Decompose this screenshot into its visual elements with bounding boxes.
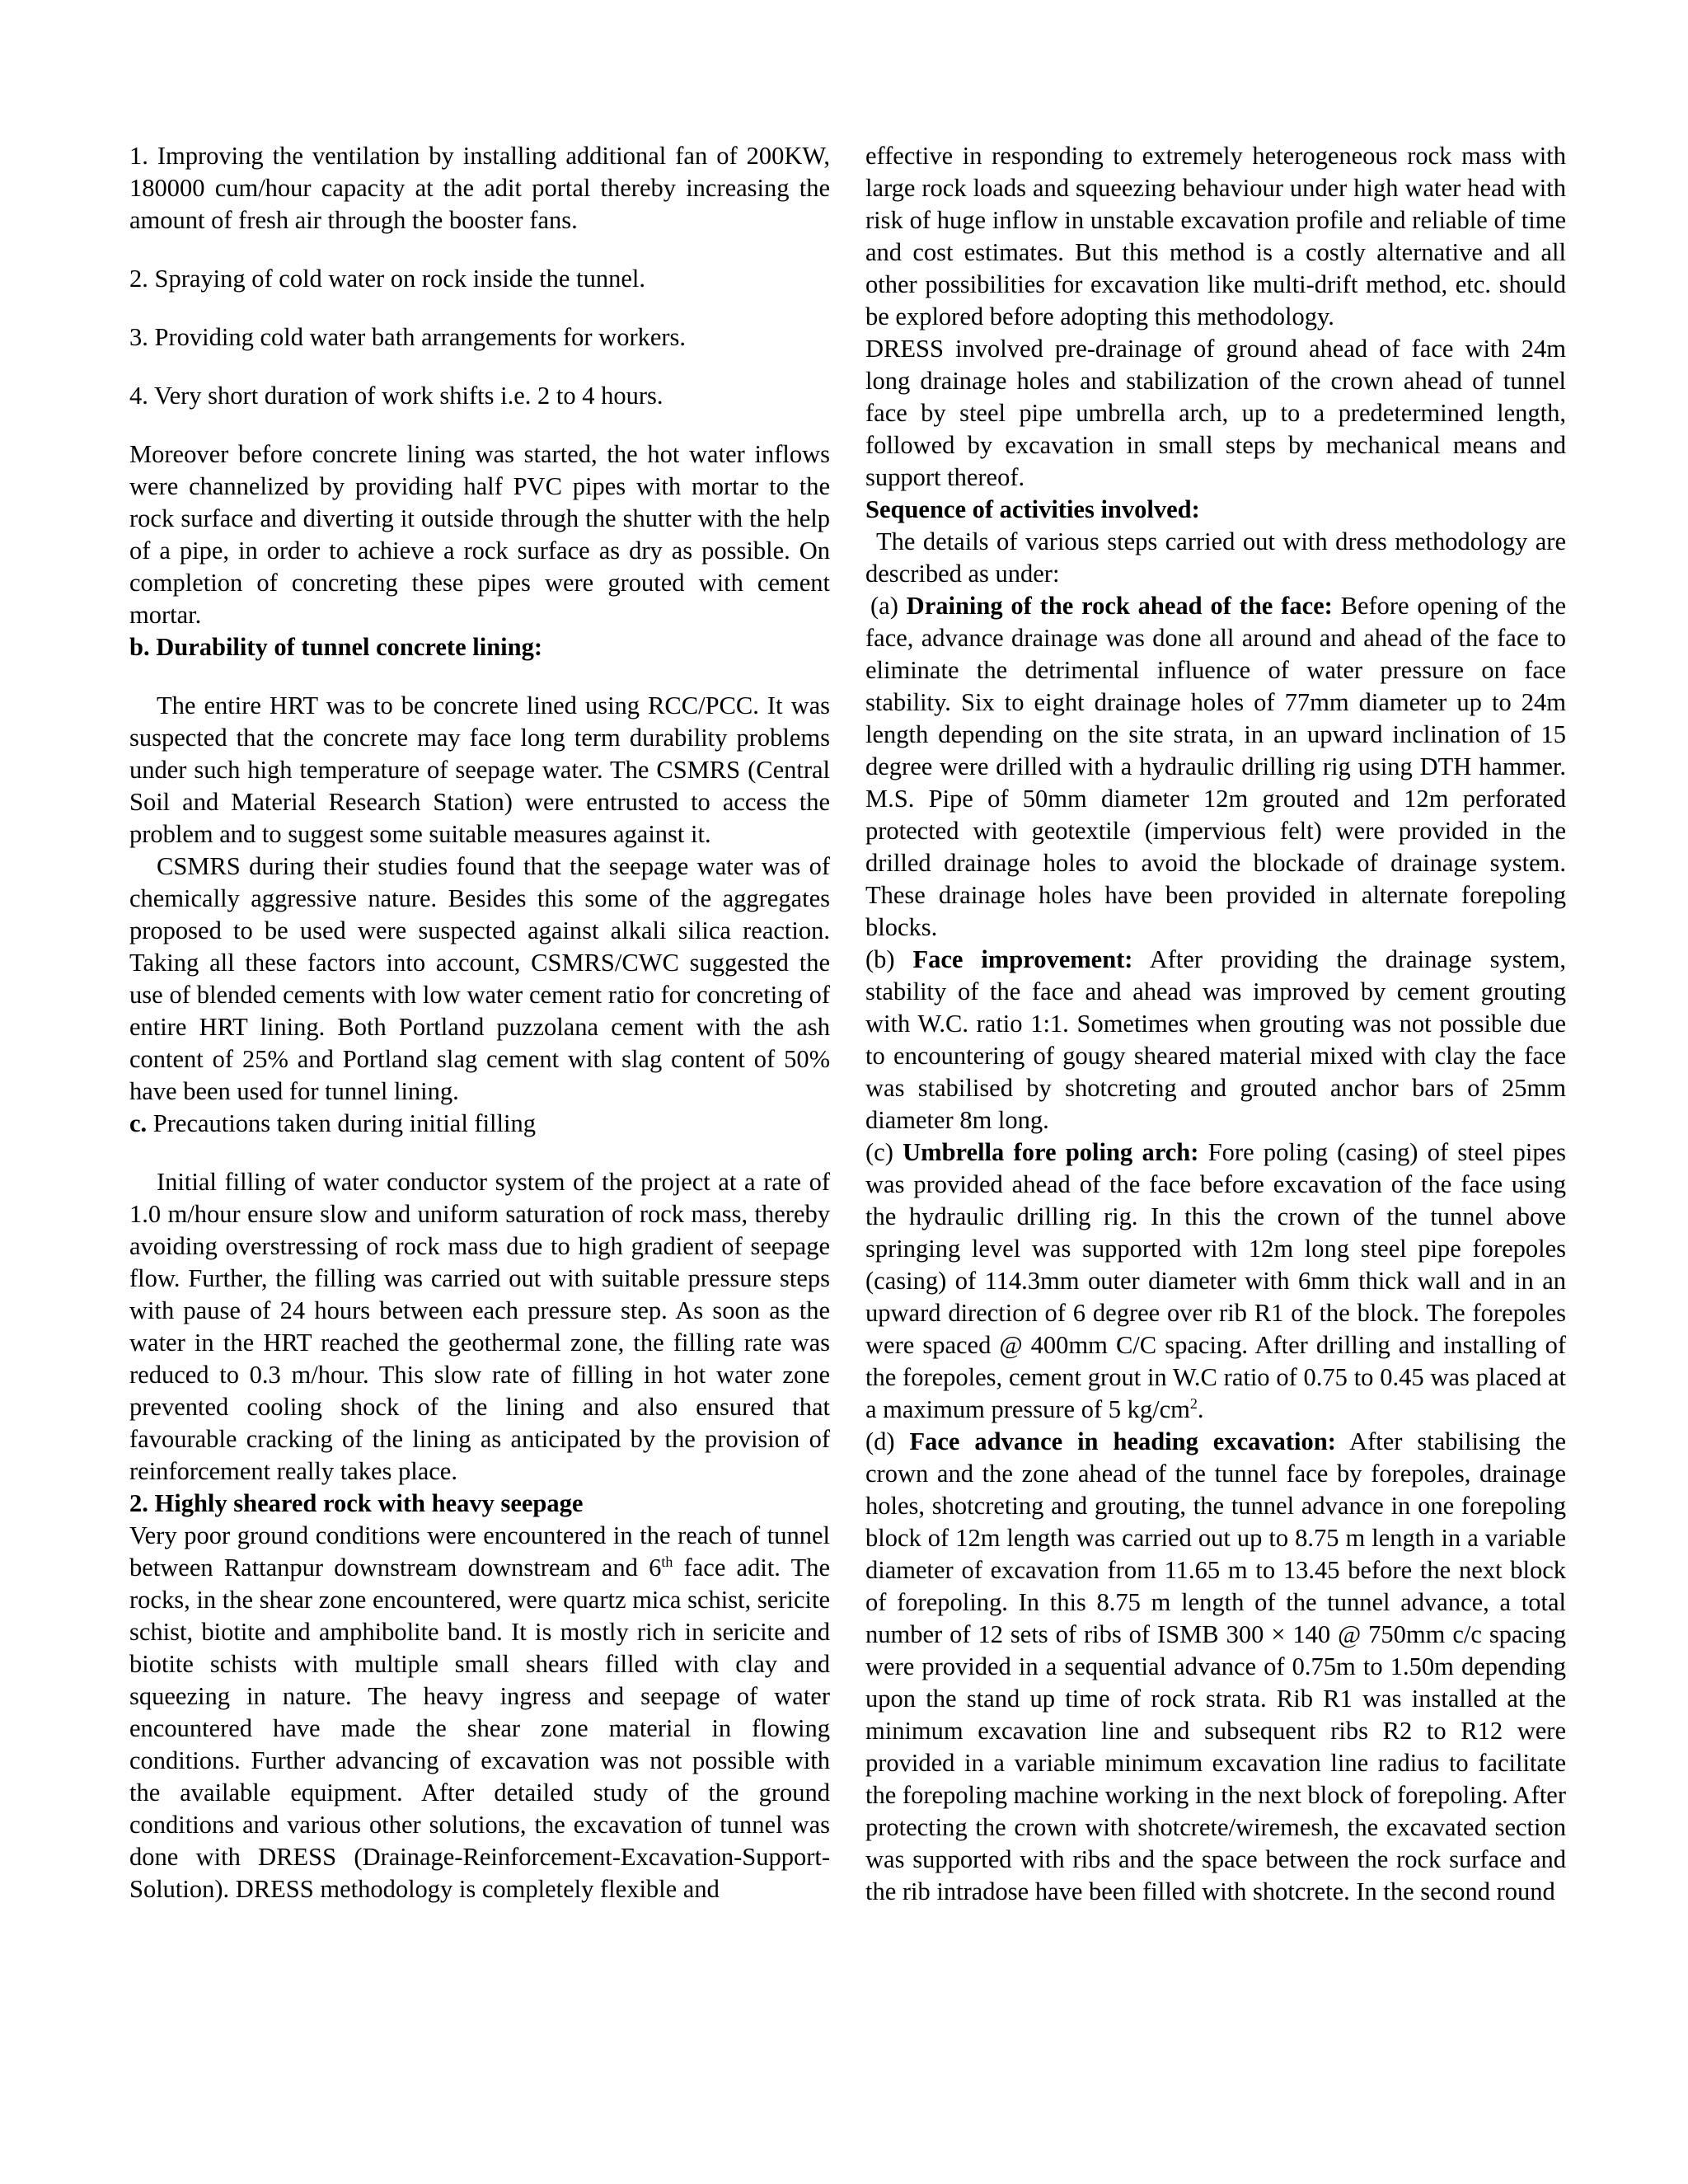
ordinal-superscript: th (661, 1553, 673, 1570)
step-a-title: Draining of the rock ahead of the face: (906, 592, 1333, 620)
unit-superscript: 2 (1189, 1394, 1198, 1412)
sheared-rock-paragraph (129, 1520, 830, 1905)
ventilation-measure-3: 3. Providing cold water bath arrangements for workers. (129, 323, 687, 351)
durability-paragraph-1: The entire HRT was to be concrete lined using RCC/PCC. It was suspected that the concrete may face long term durability problems under such high temperature of seepage water. The CSMRS (Central Soil and Material Research Station) were entrusted to access the problem and to suggest some suitable measures against it. (129, 691, 830, 848)
durability-paragraph-2: CSMRS during their studies found that the seepage water was of chemically aggressive nature. Besides this some of the aggregates proposed to be used were suspected against alkali silica reaction. Taking all these factors into account, CSMRS/CWC suggested the use of blended cements with low water cement ratio for concreting of entire HRT lining. Both Portland puzzolana cement with the ash content of 25% and Portland slag cement with slag content of 50% have been used for tunnel lining. (129, 852, 830, 1105)
ventilation-measure-2: 2. Spraying of cold water on rock inside the tunnel. (129, 265, 645, 293)
ventilation-measure-4: 4. Very short duration of work shifts i.e. 2 to 4 hours. (129, 382, 663, 410)
step-c-title: Umbrella fore poling arch: (903, 1138, 1199, 1166)
sheared-rock-text-b: face adit. The rocks, in the shear zone encountered, were quartz mica schist, sericite schist, biotite and amphibolite band. It is mostly rich in sericite and biotite schists with multiple small shears filled with clay and squeezing in nature. The heavy ingress and seepage of water encountered have made the shear zone material in flowing conditions. Further advancing of excavation was not possible with the available equipment. After detailed study of the ground conditions and various other solutions, the excavation of tunnel was done with DRESS (Drainage-Reinforcement-Excavation-Support-Solution). DRESS methodology is completely flexible and (129, 1554, 830, 1903)
concrete-lining-paragraph: Moreover before concrete lining was started, the hot water inflows were channelized by providing half PVC pipes with mortar to the rock surface and diverting it outside through the shutter with the help of a pipe, in order to achieve a rock surface as dry as possible. On completion of concreting these pipes were grouted with cement mortar. (129, 440, 830, 629)
precautions-heading-label: c. (129, 1109, 148, 1137)
precautions-heading-text: Precautions taken during initial filling (147, 1109, 536, 1137)
step-c-text: Fore poling (casing) of steel pipes was provided ahead of the face before excavation of the face using the hydraulic drilling rig. In this the crown of the tunnel above springing level was supported with 12m long steel pipe forepoles (casing) of 114.3mm outer diameter with 6mm thick wall and in an upward direction of 6 degree over rib R1 of the block. The forepoles were spaced @ 400mm C/C spacing. After drilling and installing of the forepoles, cement grout in W.C ratio of 0.75 to 0.45 was placed at a maximum pressure of 5 kg/cm (865, 1138, 1566, 1423)
step-a-label: (a) (870, 592, 907, 620)
step-d-label: (d) (865, 1427, 910, 1455)
sequence-heading: Sequence of activities involved: (865, 495, 1200, 523)
precautions-heading (129, 1108, 830, 1140)
step-a-text: Before opening of the face, advance drainage was done all around and ahead of the face to eliminate the detrimental influence of water pressure on face stability. Six to eight drainage holes of 77mm diameter up to 24m length depending on the site strata, in an upward inclination of 15 degree were drilled with a hydraulic drilling rig using DTH hammer. M.S. Pipe of 50mm diameter 12m grouted and 12m perforated protected with geotextile (impervious felt) were provided in the drilled drainage holes to avoid the blockade of drainage system. These drainage holes have been provided in alternate forepoling blocks. (865, 592, 1566, 941)
step-b-paragraph (865, 944, 1566, 1137)
step-c-end: . (1197, 1395, 1204, 1423)
step-c-label: (c) (865, 1138, 903, 1166)
sheared-rock-heading: 2. Highly sheared rock with heavy seepage (129, 1489, 584, 1517)
dress-effectiveness-paragraph: effective in responding to extremely heterogeneous rock mass with large rock loads and squeezing behaviour under high water head with risk of huge inflow in unstable excavation profile and reliable of time and cost estimates. But this method is a costly alternative and all other possibilities for excavation like multi-drift method, etc. should be explored before adopting this methodology. (865, 142, 1566, 330)
step-b-title: Face improvement: (912, 945, 1133, 973)
ventilation-measure-1: 1. Improving the ventilation by installing additional fan of 200KW, 180000 cum/hour capacity at the adit portal thereby increasing the amount of fresh air through the booster fans. (129, 142, 830, 234)
step-b-text: After providing the drainage system, stability of the face and ahead was improved by cement grouting with W.C. ratio 1:1. Sometimes when grouting was not possible due to encountering of gougy sheared material mixed with clay the face was stabilised by shotcreting and grouted anchor bars of 25mm diameter 8m long. (865, 945, 1566, 1134)
right-column (865, 140, 1566, 1908)
step-d-title: Face advance in heading excavation: (909, 1427, 1336, 1455)
durability-heading: b. Durability of tunnel concrete lining: (129, 633, 543, 661)
step-a-paragraph (865, 590, 1566, 944)
step-d-paragraph (865, 1426, 1566, 1908)
initial-filling-paragraph: Initial filling of water conductor system of the project at a rate of 1.0 m/hour ensure slow and uniform saturation of rock mass, thereby avoiding overstressing of rock mass due to high gradient of seepage flow. Further, the filling was carried out with suitable pressure steps with pause of 24 hours between each pressure step. As soon as the water in the HRT reached the geothermal zone, the filling rate was reduced to 0.3 m/hour. This slow rate of filling in hot water zone prevented cooling shock of the lining and also ensured that favourable cracking of the lining as anticipated by the provision of reinforcement really takes place. (129, 1168, 830, 1485)
left-column (129, 140, 830, 1905)
sequence-intro-paragraph: The details of various steps carried out with dress methodology are described as under: (865, 527, 1566, 588)
step-b-label: (b) (865, 945, 913, 973)
sheared-rock-text-a: Very poor ground conditions were encountered in the reach of tunnel between Rattanpur downstream downstream and 6 (129, 1521, 830, 1582)
dress-description-paragraph: DRESS involved pre-drainage of ground ahead of face with 24m long drainage holes and stabilization of the crown ahead of tunnel face by steel pipe umbrella arch, up to a predetermined length, followed by excavation in small steps by mechanical means and support thereof. (865, 335, 1566, 491)
step-c-paragraph (865, 1137, 1566, 1426)
step-d-text: After stabilising the crown and the zone ahead of the tunnel face by forepoles, drainage holes, shotcreting and grouting, the tunnel advance in one forepoling block of 12m length was carried out up to 8.75 m length in a variable diameter of excavation from 11.65 m to 13.45 before the next block of forepoling. In this 8.75 m length of the tunnel advance, a total number of 12 sets of ribs of ISMB 300 × 140 @ 750mm c/c spacing were provided in a sequential advance of 0.75m to 1.50m depending upon the stand up time of rock strata. Rib R1 was installed at the minimum excavation line and subsequent ribs R2 to R12 were provided in a variable minimum excavation line radius to facilitate the forepoling machine working in the next block of forepoling. After protecting the crown with shotcrete/wiremesh, the excavated section was supported with ribs and the space between the rock surface and the rib intradose have been filled with shotcrete. In the second round (865, 1427, 1566, 1905)
